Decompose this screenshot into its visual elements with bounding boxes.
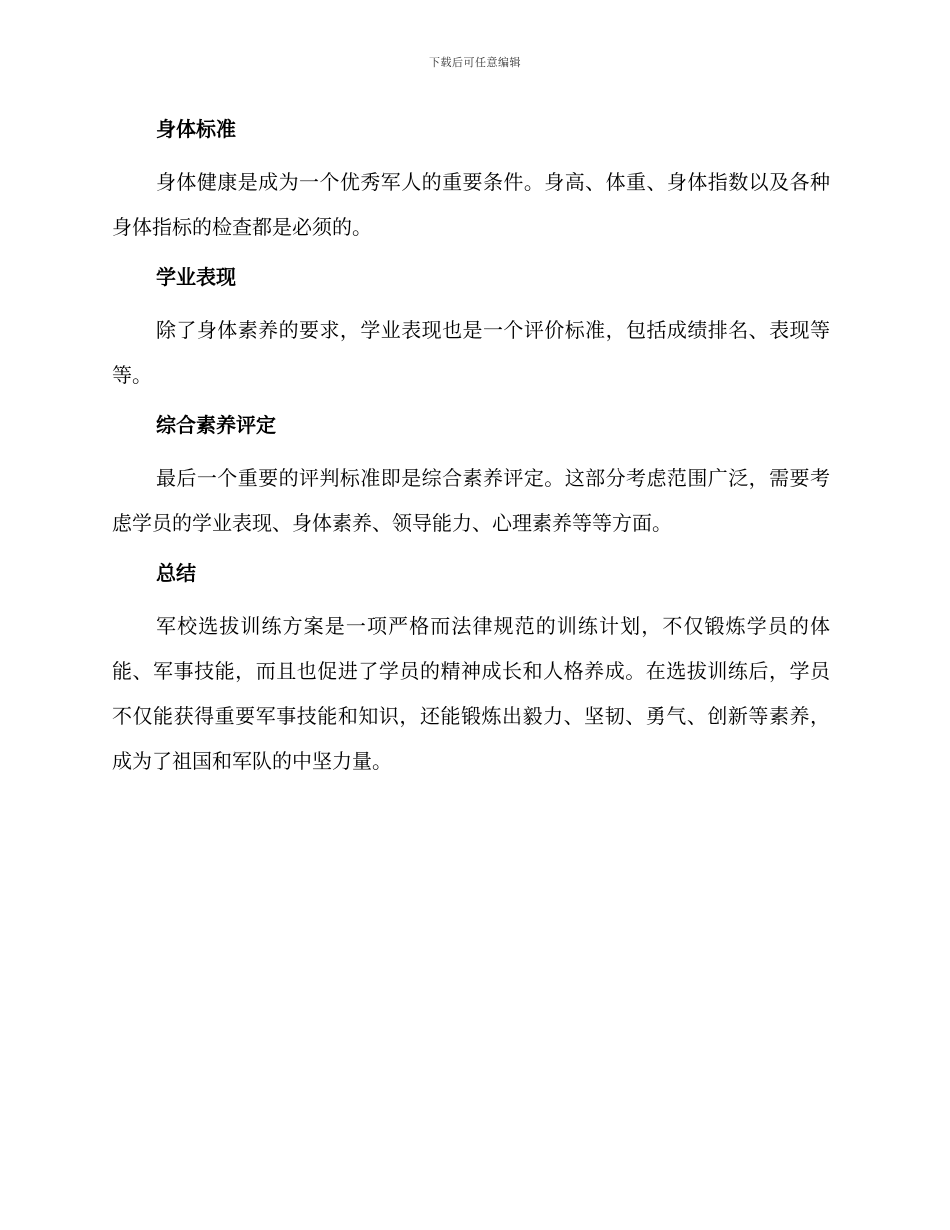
section-physical-standard xyxy=(112,110,830,250)
section-comprehensive-evaluation xyxy=(112,406,830,546)
section-paragraph: 最后一个重要的评判标准即是综合素养评定。这部分考虑范围广泛，需要考虑学员的学业表现、身体素养、领导能力、心理素养等等方面。 xyxy=(112,466,830,535)
section-paragraph: 身体健康是成为一个优秀军人的重要条件。身高、体重、身体指数以及各种身体指标的检查都是必须的。 xyxy=(112,170,830,239)
section-paragraph: 军校选拔训练方案是一项严格而法律规范的训练计划，不仅锻炼学员的体能、军事技能，而且也促进了学员的精神成长和人格养成。在选拔训练后，学员不仅能获得重要军事技能和知识，还能锻炼出毅力、坚韧、勇气、创新等素养，成为了祖国和军队的中坚力量。 xyxy=(112,614,830,773)
section-heading: 学业表现 xyxy=(156,265,236,289)
section-summary xyxy=(112,554,830,784)
document-body xyxy=(112,110,830,792)
section-heading: 总结 xyxy=(156,561,196,585)
section-heading: 身体标准 xyxy=(156,117,236,141)
header-note: 下载后可任意编辑 xyxy=(429,56,521,69)
section-academic-performance xyxy=(112,258,830,398)
section-paragraph: 除了身体素养的要求，学业表现也是一个评价标准，包括成绩排名、表现等等。 xyxy=(112,318,830,387)
section-heading: 综合素养评定 xyxy=(156,413,276,437)
